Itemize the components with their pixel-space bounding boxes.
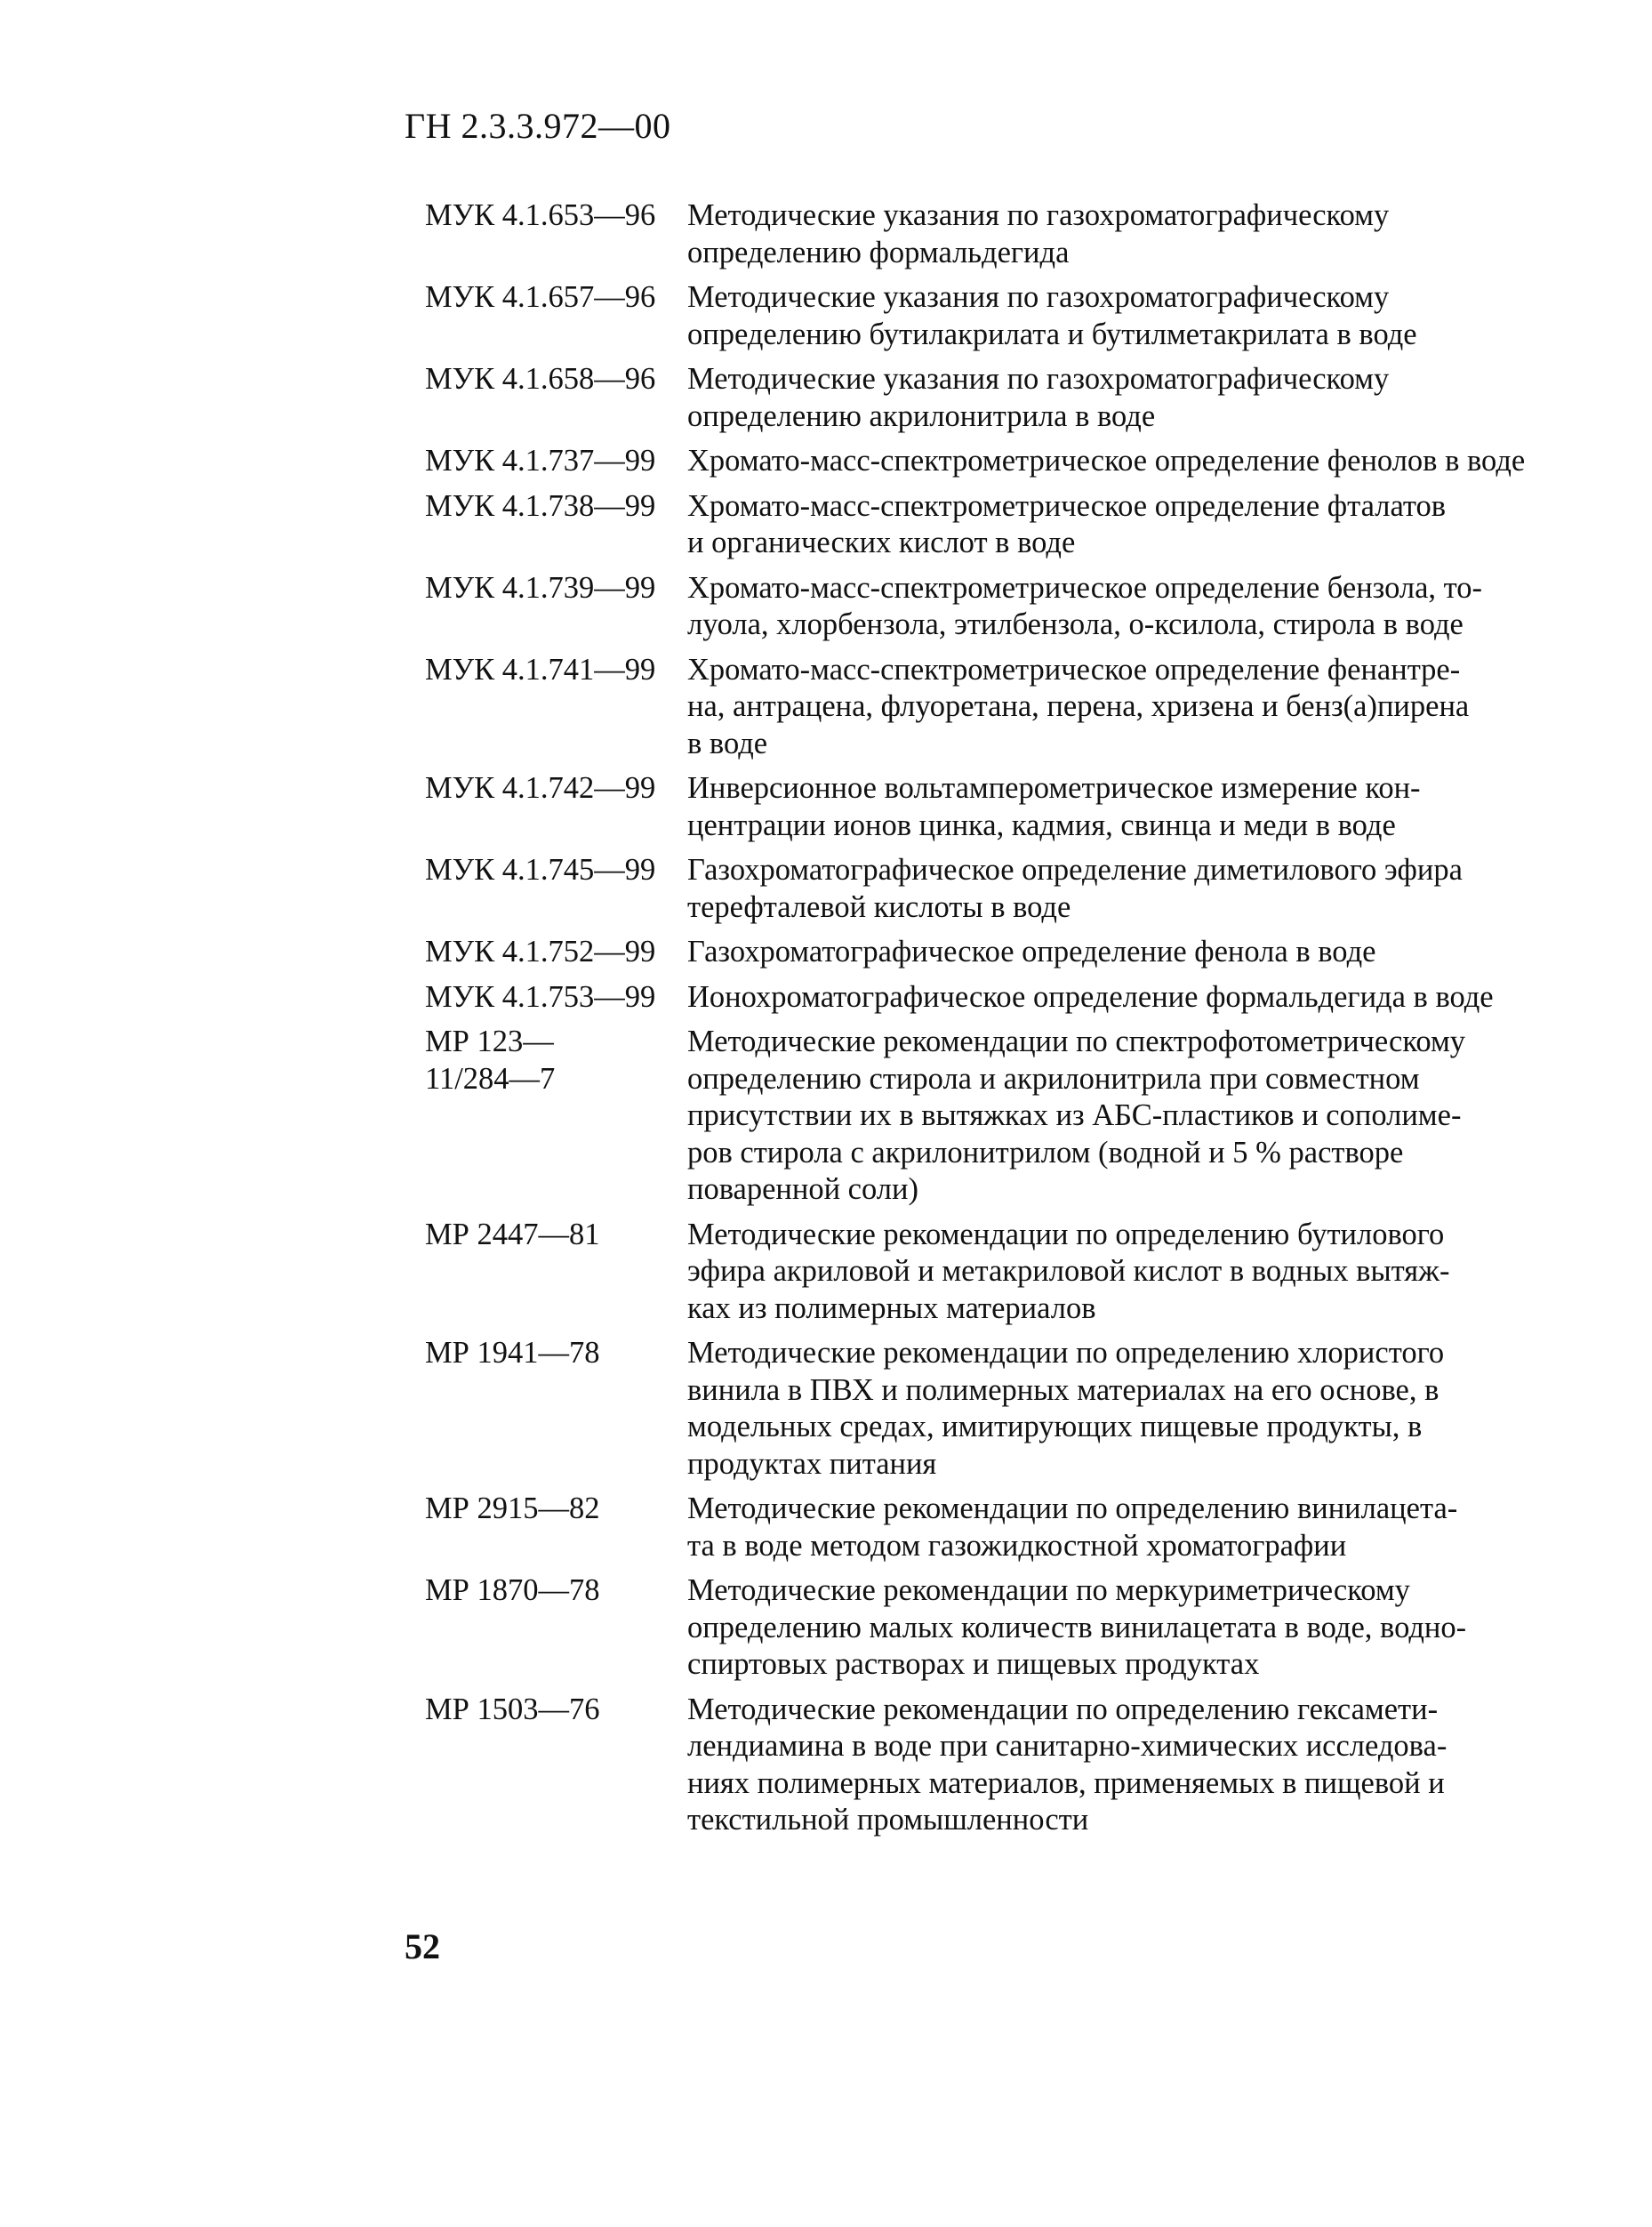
references-list xyxy=(425,197,1563,1847)
reference-description: Методические рекомендации по определению хлористого винила в ПВХ и полимерных материалах на его основе, в модельных средах, имитирующих пищевые продукты, в продуктах питания xyxy=(687,1336,1445,1481)
reference-description: Ионохроматографическое определение формальдегида в воде xyxy=(687,979,1494,1014)
reference-code: МУК 4.1.738—99 xyxy=(425,488,656,523)
reference-code: МУК 4.1.653—96 xyxy=(425,198,656,232)
reference-description: Хромато-масс-спектрометрическое определение фенантре- на, антрацена, флуоретана, перена, хризена и бенз(а)пирена в воде xyxy=(687,652,1470,760)
document-header-code: ГН 2.3.3.972—00 xyxy=(405,106,671,146)
reference-code: МУК 4.1.658—96 xyxy=(425,362,656,396)
reference-code: МУК 4.1.739—99 xyxy=(425,570,656,605)
reference-row xyxy=(425,934,1563,971)
reference-code: МУК 4.1.737—99 xyxy=(425,444,656,478)
reference-row xyxy=(425,1572,1563,1684)
reference-description: Методические рекомендации по определению винилацета- та в воде методом газожидкостной хроматографии xyxy=(687,1491,1458,1563)
reference-code: МУК 4.1.752—99 xyxy=(425,935,656,969)
reference-code: МР 1870—78 xyxy=(425,1573,600,1607)
reference-description: Хромато-масс-спектрометрическое определение фталатов и органических кислот в воде xyxy=(687,488,1447,559)
reference-description: Газохроматографическое определение фенола в воде xyxy=(687,935,1376,969)
reference-row xyxy=(425,1217,1563,1328)
reference-description: Хромато-масс-спектрометрическое определение фенолов в воде xyxy=(687,444,1526,478)
reference-row xyxy=(425,770,1563,844)
reference-row xyxy=(425,197,1563,271)
reference-row xyxy=(425,652,1563,763)
reference-description: Методические рекомендации по спектрофотометрическому определению стирола и акрилонитрила при совместном присутствии их в вытяжках из АБС-пластиков и сополиме- ров стирола с акрилонитрилом (водной и 5 % растворе поваренной соли) xyxy=(687,1025,1466,1206)
reference-row xyxy=(425,570,1563,644)
reference-description: Методические указания по газохроматографическому определению бутилакрилата и бутилметакрилата в воде xyxy=(687,280,1417,351)
reference-code: МР 1503—76 xyxy=(425,1692,600,1726)
reference-row xyxy=(425,279,1563,353)
reference-description: Хромато-масс-спектрометрическое определение бензола, то- луола, хлорбензола, этилбензола, о-ксилола, стирола в воде xyxy=(687,570,1483,641)
reference-description: Методические рекомендации по меркуриметрическому определению малых количеств винилацетата в воде, водно- спиртовых растворах и пищевых продуктах xyxy=(687,1573,1467,1681)
reference-description: Инверсионное вольтамперометрическое измерение кон- центрации ионов цинка, кадмия, свинца и меди в воде xyxy=(687,771,1421,842)
reference-code: МУК 4.1.753—99 xyxy=(425,979,656,1014)
reference-row xyxy=(425,361,1563,435)
page-number: 52 xyxy=(405,1926,440,1966)
reference-description: Газохроматографическое определение диметилового эфира терефталевой кислоты в воде xyxy=(687,853,1463,924)
reference-row xyxy=(425,1491,1563,1564)
reference-code: МР 123— 11/284—7 xyxy=(425,1025,556,1096)
reference-code: МУК 4.1.741—99 xyxy=(425,652,656,687)
reference-code: МР 2447—81 xyxy=(425,1217,600,1251)
reference-description: Методические указания по газохроматографическому определению формальдегида xyxy=(687,198,1390,269)
reference-description: Методические рекомендации по определению гексамети- лендиамина в воде при санитарно-химических исследова- ниях полимерных материалов, применяемых в пищевой и текстильной промышленности xyxy=(687,1692,1448,1837)
reference-code: МР 2915—82 xyxy=(425,1491,600,1525)
reference-code: МУК 4.1.745—99 xyxy=(425,853,656,887)
reference-description: Методические указания по газохроматографическому определению акрилонитрила в воде xyxy=(687,362,1390,433)
reference-row xyxy=(425,852,1563,926)
reference-row xyxy=(425,488,1563,562)
reference-code: МУК 4.1.742—99 xyxy=(425,771,656,805)
reference-row xyxy=(425,979,1563,1017)
reference-description: Методические рекомендации по определению бутилового эфира акриловой и метакриловой кислот в водных вытяж- ках из полимерных материалов xyxy=(687,1217,1450,1325)
reference-code: МУК 4.1.657—96 xyxy=(425,280,656,314)
reference-row xyxy=(425,1024,1563,1209)
reference-code: МР 1941—78 xyxy=(425,1336,600,1370)
reference-row xyxy=(425,443,1563,480)
reference-row xyxy=(425,1335,1563,1483)
reference-row xyxy=(425,1692,1563,1839)
